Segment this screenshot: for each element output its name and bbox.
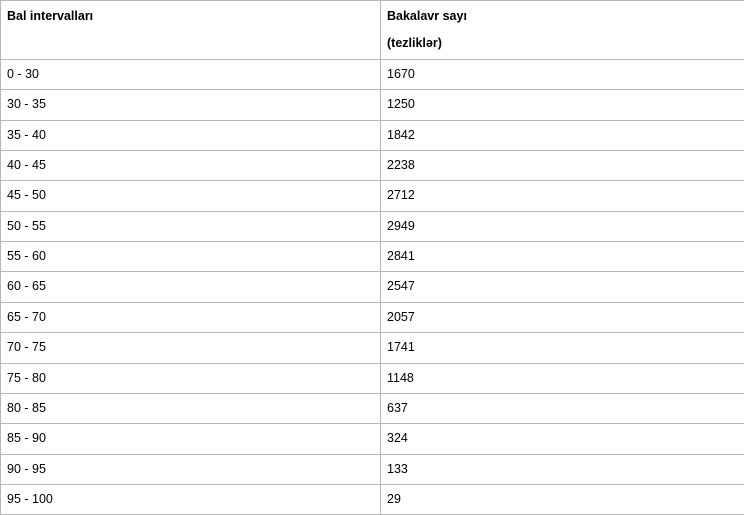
cell-interval: 95 - 100 xyxy=(1,485,381,515)
cell-interval: 90 - 95 xyxy=(1,454,381,484)
table-row xyxy=(1,302,744,332)
cell-interval: 0 - 30 xyxy=(1,59,381,89)
cell-count: 1670 xyxy=(381,59,744,89)
cell-interval: 40 - 45 xyxy=(1,150,381,180)
column-header-count xyxy=(381,1,744,60)
table-row xyxy=(1,90,744,120)
cell-count: 1741 xyxy=(381,333,744,363)
cell-count: 2949 xyxy=(381,211,744,241)
cell-interval: 65 - 70 xyxy=(1,302,381,332)
column-header-count-line1: Bakalavr sayı xyxy=(387,7,738,26)
table-row xyxy=(1,59,744,89)
table-header-row xyxy=(1,1,744,60)
cell-count: 2841 xyxy=(381,242,744,272)
cell-interval: 50 - 55 xyxy=(1,211,381,241)
cell-interval: 45 - 50 xyxy=(1,181,381,211)
cell-count: 1148 xyxy=(381,363,744,393)
table-row xyxy=(1,363,744,393)
table-row xyxy=(1,150,744,180)
cell-count: 1250 xyxy=(381,90,744,120)
cell-interval: 75 - 80 xyxy=(1,363,381,393)
cell-count: 637 xyxy=(381,393,744,423)
cell-count: 1842 xyxy=(381,120,744,150)
cell-count: 29 xyxy=(381,485,744,515)
cell-count: 324 xyxy=(381,424,744,454)
table-row xyxy=(1,211,744,241)
table-row xyxy=(1,424,744,454)
table-row xyxy=(1,485,744,515)
column-header-interval xyxy=(1,1,381,60)
cell-interval: 55 - 60 xyxy=(1,242,381,272)
table-row xyxy=(1,181,744,211)
table-row xyxy=(1,242,744,272)
cell-count: 2547 xyxy=(381,272,744,302)
column-header-interval-line1: Bal intervalları xyxy=(7,7,374,26)
column-header-count-line2: (tezliklər) xyxy=(387,34,738,53)
table-row xyxy=(1,393,744,423)
table-row xyxy=(1,272,744,302)
table-header xyxy=(1,1,744,60)
cell-interval: 35 - 40 xyxy=(1,120,381,150)
table-body xyxy=(1,59,744,515)
cell-interval: 60 - 65 xyxy=(1,272,381,302)
table-row xyxy=(1,120,744,150)
cell-count: 2057 xyxy=(381,302,744,332)
cell-interval: 85 - 90 xyxy=(1,424,381,454)
table-row xyxy=(1,333,744,363)
cell-interval: 30 - 35 xyxy=(1,90,381,120)
cell-interval: 70 - 75 xyxy=(1,333,381,363)
cell-count: 133 xyxy=(381,454,744,484)
cell-count: 2238 xyxy=(381,150,744,180)
cell-count: 2712 xyxy=(381,181,744,211)
cell-interval: 80 - 85 xyxy=(1,393,381,423)
